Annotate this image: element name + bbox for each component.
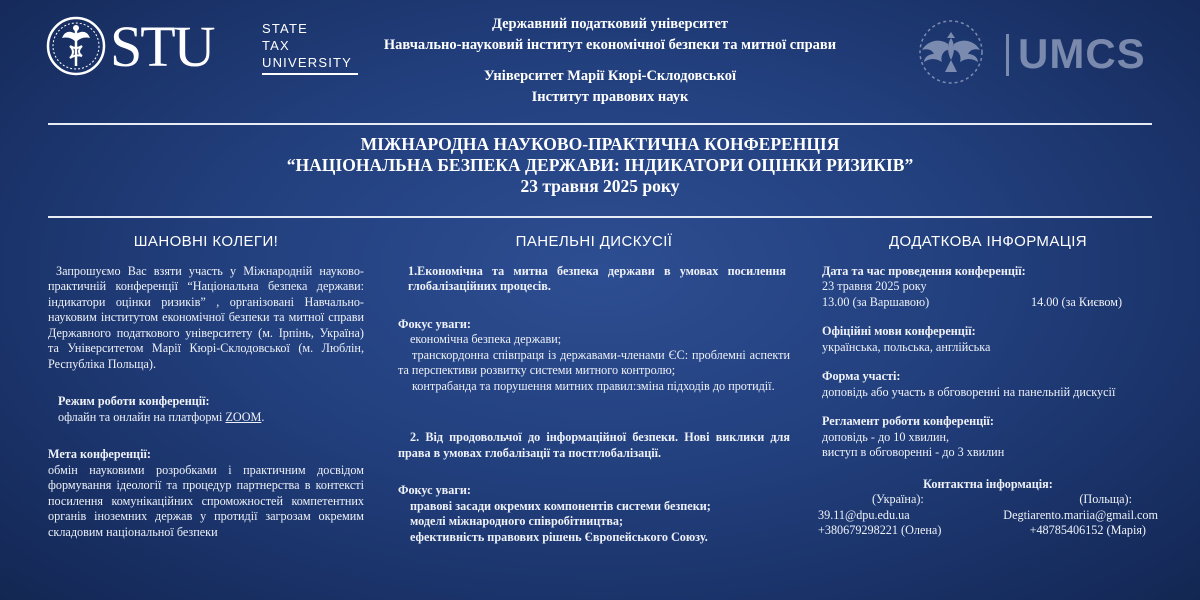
stu-abbreviation: STU [110,14,214,79]
contact-title: Контактна інформація: [923,476,1053,491]
schedule-title: Регламент роботи конференції: [822,414,994,428]
focus-2-item: моделі міжнародного співробітництва; [410,514,624,528]
umcs-logo [908,18,1158,86]
schedule-line-1: доповідь - до 10 хвилин, [822,429,950,444]
focus-2-item: ефективність правових рішень Європейського Союзу. [410,529,708,544]
conference-date-info: 23 травня 2025 року [822,279,927,293]
mode-text: офлайн та онлайн на платформі ZOOM. [58,409,265,424]
goal-text: обмін науковими розробками і практичним досвідом формування ідеології та процедур партнерства в контексті посилення комунікаційних спроможностей компетентних органів іноземних держав у протидії загрозам окремим складовим національної безпеки [48,462,364,539]
time-row [822,295,1122,311]
zoom-link[interactable]: ZOOM [225,409,262,424]
contact-phones [818,523,1158,539]
contact-ukraine-email[interactable]: 39.11@dpu.edu.ua [818,507,910,522]
mode-title: Режим роботи конференції: [58,394,210,408]
focus-1-item: економічна безпека держави; [410,332,562,346]
organizers-header [350,14,870,108]
conference-name: “НАЦІОНАЛЬНА БЕЗПЕКА ДЕРЖАВИ: ІНДИКАТОРИ ОЦІНКИ РИЗИКІВ” [286,155,914,175]
umcs-eagle-icon [908,18,994,86]
focus-1-title: Фокус уваги: [398,316,471,331]
goal-title: Мета конференції: [48,447,151,461]
contact-poland-email[interactable]: Degtiarento.mariia@gmail.com [1003,507,1158,522]
organizer-1-institute: Навчально-науковий інститут економічної безпеки та митної справи [383,37,837,53]
schedule-line-2: виступ в обговоренні - до 3 хвилин [822,445,1005,459]
focus-1-list [398,332,790,394]
invitation-text: Запрошуємо Вас взяти участь у Міжнародній науково-практичній конференції “Національна безпека держави: індикатори оцінки ризиків” , організовані Навчально-науковим інститутом економічної безпеки та митної справи Державного податкового університету (м. Ірпінь, Україна) та Університетом Марії Кюрі-Склодовської (м. Люблін, Республіка Польща). [48,263,364,371]
panels-heading: ПАНЕЛЬНІ ДИСКУСІЇ [515,233,673,250]
organizer-1-name: Державний податковий університет [491,16,729,32]
stu-full-name [262,20,352,71]
invitation-column [48,230,364,540]
participation-title: Форма участі: [822,369,901,383]
datetime-title: Дата та час проведення конференції: [822,263,1026,278]
focus-2-title: Фокус уваги: [398,483,471,497]
top-divider [48,123,1152,125]
panel-2-title: 2. Від продовольчої до інформаційної безпеки. Нові виклики для права в умовах глобалізації та постглобалізації. [398,430,790,460]
panel-1-title: 1.Економічна та митна безпека держави в умовах посилення глобалізаційних процесів. [408,263,786,293]
conference-date: 23 травня 2025 року [520,176,680,196]
organizer-2-name: Університет Марії Кюрі-Склодовської [483,68,737,84]
contact-ukraine-label: (Україна): [872,492,924,506]
stu-full-name-line2: TAX [262,38,290,53]
contact-poland-label: (Польща): [1079,492,1132,506]
stu-underline [262,73,358,75]
languages-text: українська, польська, англійська [822,339,991,354]
time-kyiv: 14.00 (за Києвом) [1031,294,1122,309]
bottom-divider [48,216,1152,218]
languages-title: Офіційні мови конференції: [822,324,976,338]
umcs-wordmark: UMCS [1018,30,1146,77]
additional-info-column [818,230,1158,539]
focus-1-item: транскордонна співпраця із державами-членами ЄС: проблемні аспекти та перспективи розвитку системи митного контролю; [398,347,790,377]
umcs-divider [1006,34,1009,76]
invitation-heading: ШАНОВНІ КОЛЕГИ! [133,233,279,250]
conference-title [200,134,1000,197]
organizer-2-institute: Інститут правових наук [531,89,689,105]
focus-2-item: правові засади окремих компонентів системи безпеки; [410,498,711,513]
contact-ukraine-phone[interactable]: +380679298221 (Олена) [818,523,942,537]
additional-info-heading: ДОДАТКОВА ІНФОРМАЦІЯ [888,233,1088,250]
focus-1-item: контрабанда та порушення митних правил:змінa підходів до протидії. [412,378,775,393]
stu-emblem-icon [46,16,106,76]
contact-labels [818,492,1158,508]
panels-column [398,230,790,545]
time-warsaw: 13.00 (за Варшавою) [822,294,930,309]
participation-text: доповідь або участь в обговоренні на панельній дискусії [822,384,1116,399]
contact-emails [818,508,1158,524]
stu-logo [46,14,353,82]
stu-full-name-line3: UNIVERSITY [262,55,353,70]
stu-full-name-line1: STATE [262,21,308,36]
conference-type: МІЖНАРОДНА НАУКОВО-ПРАКТИЧНА КОНФЕРЕНЦІЯ [360,134,840,154]
focus-2-list [398,499,790,546]
contact-poland-phone[interactable]: +48785406152 (Марія) [1029,523,1146,537]
